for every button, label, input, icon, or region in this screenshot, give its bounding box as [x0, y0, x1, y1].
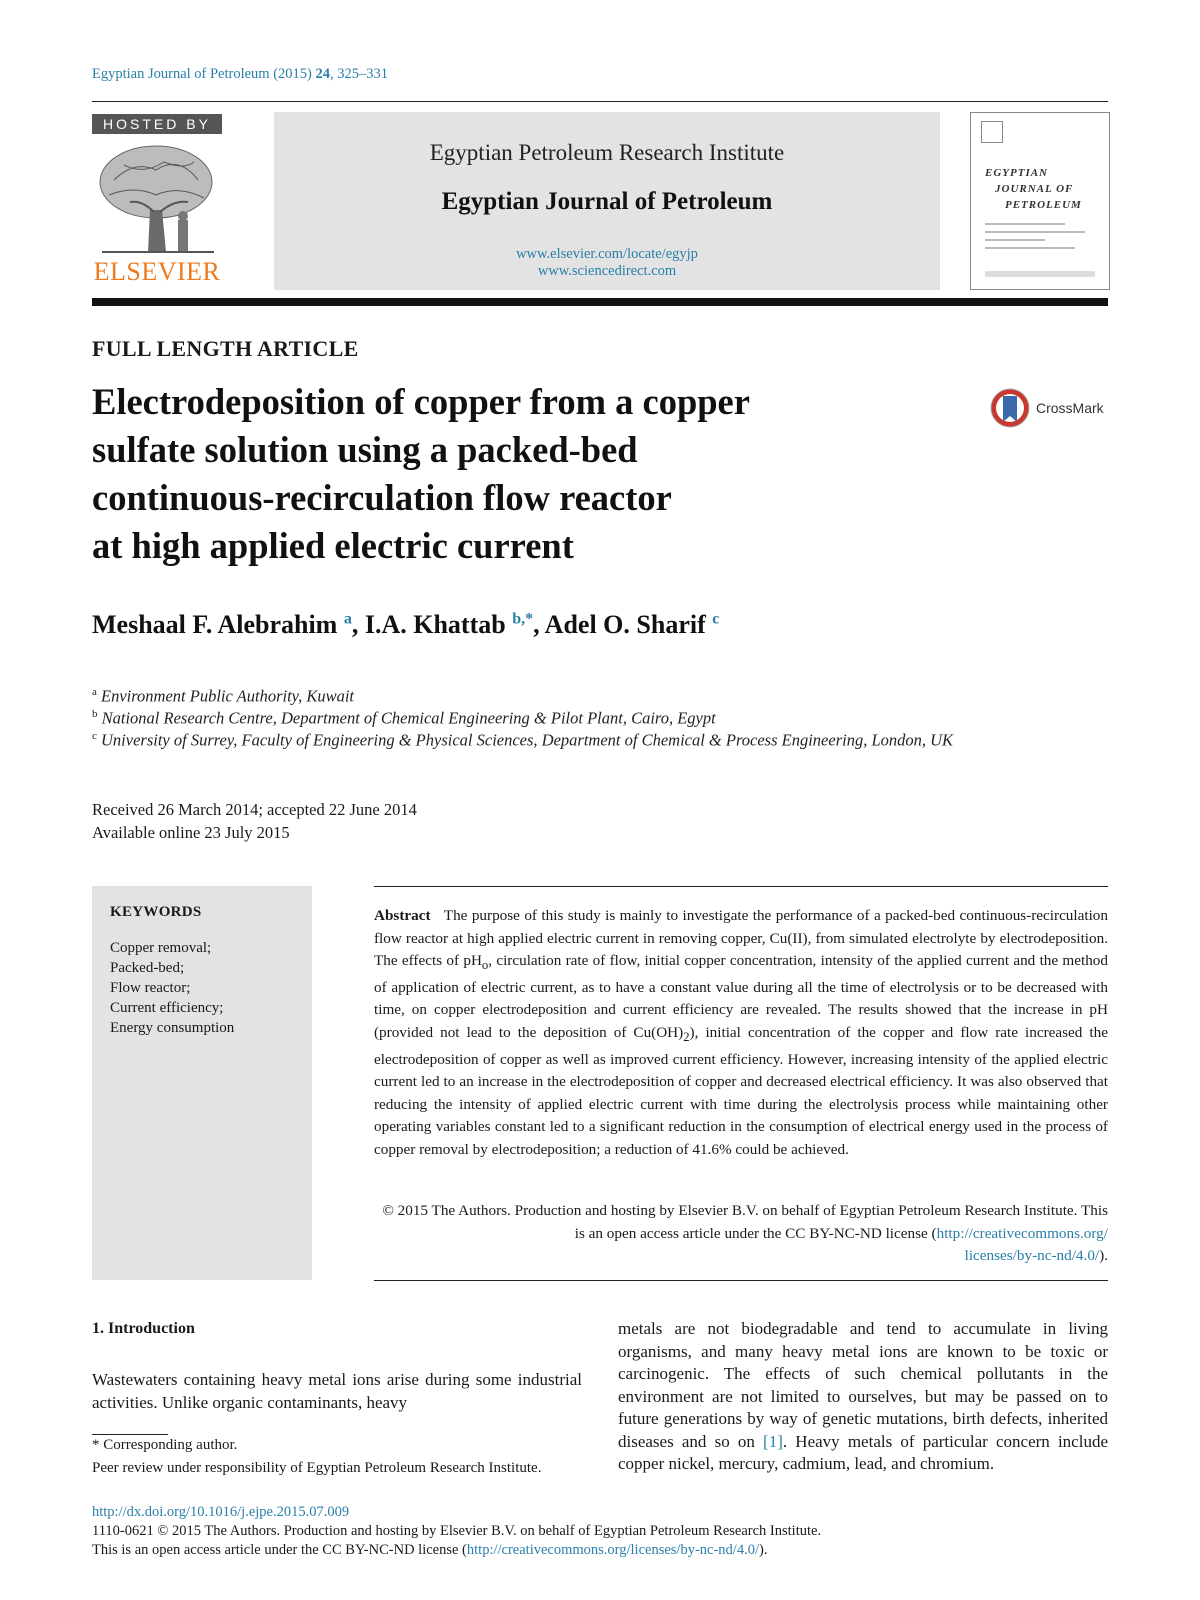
license-link-cont[interactable]: licenses/by-nc-nd/4.0/: [964, 1247, 1100, 1265]
license-line: This is an open access article under the CC BY-NC-ND license (http://creativecommons.org/licenses/by-nc-nd/4.0/).: [92, 1542, 768, 1558]
hosted-by-label: HOSTED BY: [92, 114, 222, 134]
footnote-peer-review: Peer review under responsibility of Egyptian Petroleum Research Institute.: [92, 1460, 542, 1476]
received-date: Received 26 March 2014; accepted 22 June 2014: [92, 800, 417, 819]
keywords-heading: KEYWORDS: [110, 904, 202, 920]
author-affil-link[interactable]: b,*: [512, 610, 534, 628]
body-text-right: metals are not biodegradable and tend to accumulate in living organisms, and many heavy metal ions are known to be toxic or carcinogenic. The effects of such chemical pollutants in the environment are not limited to ourselves, but may be passed on to future generations by way of genetic mutations, birth defects, inherited diseases and so on [1]. Heavy metals of particular concern include copper nickel, mercury, cadmium, lead, and chromium.: [618, 1319, 1108, 1473]
abstract-copyright: © 2015 The Authors. Production and hosting by Elsevier B.V. on behalf of Egyptian Petroleum Research Institute. This is an open access article under the CC BY-NC-ND license (http://creativecommons.org/ licenses/by-nc-nd/4.0/).: [382, 1202, 1108, 1265]
abstract-text: Abstract The purpose of this study is mainly to investigate the performance of a packed-bed continuous-recirculation flow reactor at high applied electric current in removing copper, Cu(II), from simulated electrolyte by electrodeposition. The effects of $pH_o$, circulation rate of flow, initial copper concentration, intensity of the applied current and the method of application of electric current, as to have a constant value during all the time of electrolysis or to be decreased with time, on copper electrodeposition and current efficiency are revealed. The results showed that the increase in pH (provided not lead to the deposition of $Cu(OH)_2$), initial concentration of the copper and flow rate increased the electrodeposition of copper as well as improved current efficiency. However, increasing intensity of the applied electric current led to an increase in the electrodeposition of copper and decreased electrical efficiency. It was also observed that reducing the intensity of applied electric current with time during the electrolysis process while maintaining other operating variables constant led to a significant reduction in the consumption of electrical energy used in the process of copper removal by electrodeposition; a reduction of 41.6% could be achieved.: [374, 907, 1108, 1158]
author-list: Meshaal F. Alebrahim $^a$, I.A. Khattab $^{b,*}$, Adel O. Sharif $^c$: [92, 610, 720, 639]
author-affil-link[interactable]: c: [712, 610, 720, 628]
sciencedirect-link[interactable]: www.sciencedirect.com: [537, 263, 677, 279]
elsevier-tree-icon: [94, 140, 220, 260]
abstract-rule-top: [374, 886, 1108, 887]
keyword-item: Energy consumption: [110, 1020, 235, 1036]
keyword-item: Flow reactor;: [110, 980, 191, 996]
affiliation-c: $^c$ University of Surrey, Faculty of Engineering & Physical Sciences, Department of Chemical & Process Engineering, London, UK: [92, 730, 954, 750]
affiliation-b: $^b$ National Research Centre, Department of Chemical Engineering & Pilot Plant, Cairo, Egypt: [92, 708, 716, 728]
banner-institute: Egyptian Petroleum Research Institute: [429, 140, 785, 165]
reference-link[interactable]: [1]: [763, 1431, 783, 1451]
banner-journal-title: Egyptian Journal of Petroleum: [441, 188, 773, 215]
cover-logo-icon: [981, 121, 1003, 143]
keyword-item: Copper removal;: [110, 940, 212, 956]
elsevier-logo-text: ELSEVIER: [93, 257, 221, 286]
running-head-pages: , 325–331: [330, 66, 388, 82]
header-rule-thick: [92, 298, 1108, 306]
header-rule-top: [92, 101, 1108, 102]
journal-cover-thumbnail[interactable]: [970, 112, 1110, 290]
issn-line: 1110-0621 © 2015 The Authors. Production and hosting by Elsevier B.V. on behalf of Egyptian Petroleum Research Institute.: [92, 1523, 822, 1539]
cover-title: EGYPTIAN JOURNAL OF PETROLEUM: [985, 167, 1082, 211]
affiliation-a: $^a$ Environment Public Authority, Kuwait: [92, 686, 355, 706]
online-date: Available online 23 July 2015: [92, 823, 290, 842]
running-head-journal: Egyptian Journal of Petroleum (2015): [92, 66, 316, 82]
body-text-left: Wastewaters containing heavy metal ions arise during some industrial activities. Unlike organic contaminants, heavy: [92, 1370, 582, 1412]
author-name: I.A. Khattab: [364, 610, 506, 639]
footer-license-link[interactable]: http://creativecommons.org/licenses/by-nc-nd/4.0/: [466, 1542, 759, 1558]
doi-link[interactable]: http://dx.doi.org/10.1016/j.ejpe.2015.07.009: [92, 1504, 350, 1520]
journal-banner: [274, 112, 940, 290]
section-heading-introduction: 1. Introduction: [92, 1320, 195, 1337]
keyword-item: Current efficiency;: [110, 1000, 224, 1016]
running-head[interactable]: [92, 66, 388, 83]
footnote-rule: [92, 1434, 168, 1435]
article-dates: [92, 798, 417, 844]
keyword-item: Packed-bed;: [110, 960, 185, 976]
keywords-box: [92, 886, 312, 1280]
crossmark-label[interactable]: CrossMark: [1036, 400, 1104, 416]
article-type: FULL LENGTH ARTICLE: [92, 336, 359, 361]
author-name: Meshaal F. Alebrahim: [92, 610, 338, 639]
article-title: Electrodeposition of copper from a copper sulfate solution using a packed-bed continuous-recirculation flow reactor at high applied electric current: [92, 381, 750, 566]
author-name: Adel O. Sharif: [544, 610, 706, 639]
keywords-list: [110, 938, 234, 1038]
license-link[interactable]: http://creativecommons.org/: [936, 1224, 1108, 1242]
running-head-volume: 24: [315, 66, 330, 82]
abstract-label: Abstract: [374, 907, 431, 924]
abstract-rule-bottom: [374, 1280, 1108, 1281]
elsevier-locate-link[interactable]: www.elsevier.com/locate/egyjp: [516, 246, 698, 262]
crossmark-icon[interactable]: [990, 388, 1030, 428]
author-affil-link[interactable]: a: [343, 610, 352, 628]
footnote-corresponding: * Corresponding author.: [92, 1437, 238, 1453]
